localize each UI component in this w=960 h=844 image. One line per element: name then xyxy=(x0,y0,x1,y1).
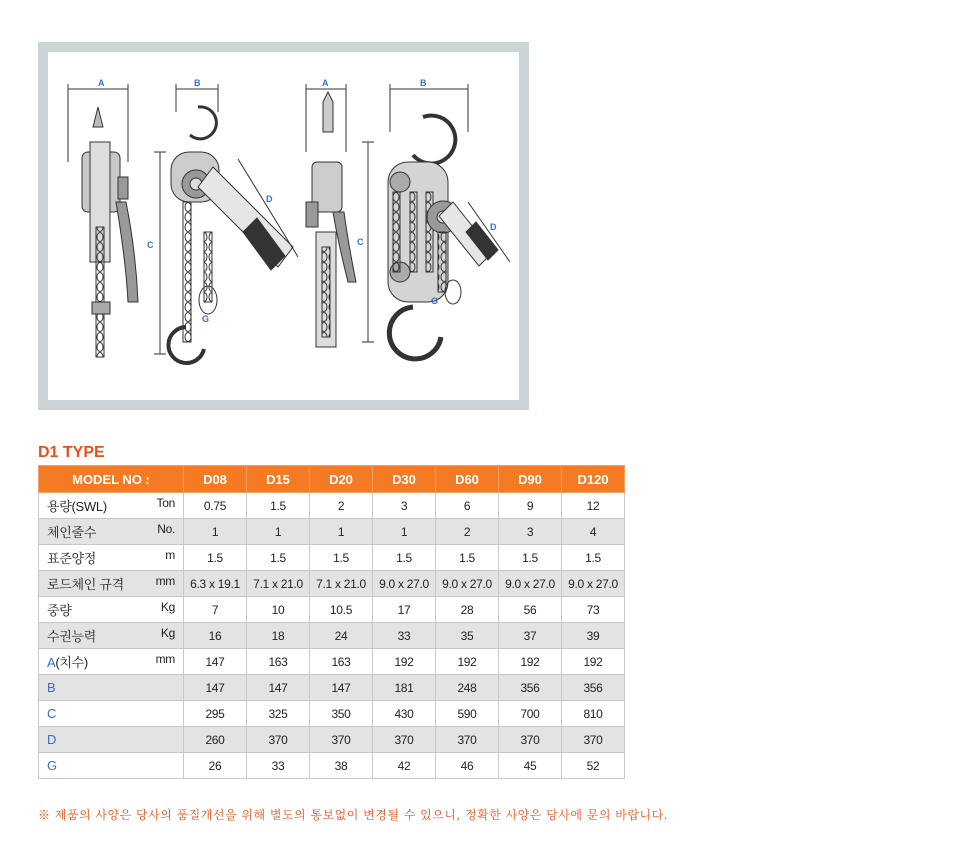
value-cell: 73 xyxy=(562,597,625,623)
value-cell: 260 xyxy=(184,727,247,753)
value-cell: 295 xyxy=(184,701,247,727)
table-row xyxy=(39,571,625,597)
value-cell: 810 xyxy=(562,701,625,727)
table-row xyxy=(39,493,625,519)
table-row xyxy=(39,701,625,727)
row-label-cell xyxy=(39,623,184,649)
value-cell: 1 xyxy=(373,519,436,545)
header-cell: D15 xyxy=(247,466,310,493)
value-cell: 181 xyxy=(373,675,436,701)
value-cell: 2 xyxy=(436,519,499,545)
row-label-cell xyxy=(39,571,184,597)
value-cell: 1 xyxy=(184,519,247,545)
row-unit: m xyxy=(165,548,175,562)
row-label: 로드체인 규격 xyxy=(47,577,124,592)
row-dim-letter: A xyxy=(47,655,56,670)
value-cell: 370 xyxy=(310,727,373,753)
row-label: 수권능력 xyxy=(47,629,97,644)
value-cell: 590 xyxy=(436,701,499,727)
row-label: (치수) xyxy=(55,655,88,670)
lever-hoist-drawing xyxy=(48,52,519,400)
value-cell: 700 xyxy=(499,701,562,727)
row-label-cell xyxy=(39,519,184,545)
value-cell: 2 xyxy=(310,493,373,519)
value-cell: 7.1 x 21.0 xyxy=(310,571,373,597)
table-header-row xyxy=(39,466,625,493)
value-cell: 370 xyxy=(247,727,310,753)
row-unit: Kg xyxy=(160,626,175,640)
header-cell: D20 xyxy=(310,466,373,493)
value-cell: 18 xyxy=(247,623,310,649)
table-row xyxy=(39,545,625,571)
value-cell: 192 xyxy=(499,649,562,675)
row-label: 체인줄수 xyxy=(47,525,97,540)
value-cell: 6.3 x 19.1 xyxy=(184,571,247,597)
value-cell: 52 xyxy=(562,753,625,779)
value-cell: 16 xyxy=(184,623,247,649)
value-cell: 350 xyxy=(310,701,373,727)
value-cell: 9.0 x 27.0 xyxy=(436,571,499,597)
value-cell: 0.75 xyxy=(184,493,247,519)
row-label-cell xyxy=(39,675,184,701)
row-label-cell xyxy=(39,493,184,519)
row-dim-letter: D xyxy=(47,732,57,747)
value-cell: 45 xyxy=(499,753,562,779)
table-row xyxy=(39,649,625,675)
value-cell: 192 xyxy=(562,649,625,675)
value-cell: 147 xyxy=(184,649,247,675)
value-cell: 370 xyxy=(373,727,436,753)
value-cell: 192 xyxy=(373,649,436,675)
value-cell: 7.1 x 21.0 xyxy=(247,571,310,597)
header-cell: MODEL NO : xyxy=(39,466,184,493)
value-cell: 430 xyxy=(373,701,436,727)
value-cell: 1.5 xyxy=(436,545,499,571)
header-cell: D30 xyxy=(373,466,436,493)
row-label-cell xyxy=(39,701,184,727)
value-cell: 1.5 xyxy=(499,545,562,571)
value-cell: 147 xyxy=(184,675,247,701)
value-cell: 192 xyxy=(436,649,499,675)
value-cell: 9.0 x 27.0 xyxy=(499,571,562,597)
value-cell: 10 xyxy=(247,597,310,623)
value-cell: 56 xyxy=(499,597,562,623)
value-cell: 1.5 xyxy=(247,493,310,519)
value-cell: 26 xyxy=(184,753,247,779)
row-label-cell xyxy=(39,545,184,571)
row-dim-letter: C xyxy=(47,706,57,721)
row-label: 표준양정 xyxy=(47,551,97,566)
value-cell: 248 xyxy=(436,675,499,701)
dim-label-d: D xyxy=(490,222,497,232)
value-cell: 1.5 xyxy=(184,545,247,571)
value-cell: 147 xyxy=(247,675,310,701)
row-label: 용량(SWL) xyxy=(47,499,107,514)
row-label: 중량 xyxy=(47,603,72,618)
header-cell: D90 xyxy=(499,466,562,493)
row-dim-letter: B xyxy=(47,680,56,695)
value-cell: 28 xyxy=(436,597,499,623)
dim-label-b: B xyxy=(420,78,427,88)
dim-label-d: D xyxy=(266,194,273,204)
value-cell: 3 xyxy=(373,493,436,519)
dim-label-g: G xyxy=(431,296,439,306)
product-drawing xyxy=(48,52,519,400)
dim-label-c: C xyxy=(147,240,154,250)
row-unit: mm xyxy=(155,652,175,666)
value-cell: 35 xyxy=(436,623,499,649)
table-row xyxy=(39,519,625,545)
row-unit: Ton xyxy=(156,496,175,510)
value-cell: 10.5 xyxy=(310,597,373,623)
value-cell: 46 xyxy=(436,753,499,779)
table-row xyxy=(39,623,625,649)
value-cell: 4 xyxy=(562,519,625,545)
value-cell: 37 xyxy=(499,623,562,649)
value-cell: 1.5 xyxy=(247,545,310,571)
value-cell: 370 xyxy=(499,727,562,753)
table-row xyxy=(39,727,625,753)
value-cell: 1.5 xyxy=(562,545,625,571)
value-cell: 370 xyxy=(436,727,499,753)
dim-label-c: C xyxy=(357,237,364,247)
disclaimer-note: ※ 제품의 사양은 당사의 품질개선을 위해 별도의 통보없이 변경될 수 있으니, 정확한 사양은 당사에 문의 바랍니다. xyxy=(38,808,668,822)
value-cell: 17 xyxy=(373,597,436,623)
row-label-cell xyxy=(39,753,184,779)
value-cell: 147 xyxy=(310,675,373,701)
row-label-cell xyxy=(39,597,184,623)
value-cell: 1 xyxy=(247,519,310,545)
value-cell: 33 xyxy=(247,753,310,779)
type-title: D1 TYPE xyxy=(38,444,105,461)
row-unit: mm xyxy=(155,574,175,588)
value-cell: 7 xyxy=(184,597,247,623)
table-row xyxy=(39,753,625,779)
value-cell: 370 xyxy=(562,727,625,753)
value-cell: 356 xyxy=(562,675,625,701)
dim-label-b: B xyxy=(194,78,201,88)
product-drawing-frame xyxy=(38,42,529,410)
value-cell: 42 xyxy=(373,753,436,779)
value-cell: 1 xyxy=(310,519,373,545)
header-cell: D120 xyxy=(562,466,625,493)
value-cell: 9 xyxy=(499,493,562,519)
value-cell: 12 xyxy=(562,493,625,519)
value-cell: 6 xyxy=(436,493,499,519)
value-cell: 3 xyxy=(499,519,562,545)
value-cell: 163 xyxy=(310,649,373,675)
table-row xyxy=(39,597,625,623)
value-cell: 39 xyxy=(562,623,625,649)
row-dim-letter: G xyxy=(47,758,57,773)
row-label-cell xyxy=(39,649,184,675)
spec-table xyxy=(38,465,625,779)
row-unit: Kg xyxy=(160,600,175,614)
value-cell: 38 xyxy=(310,753,373,779)
value-cell: 1.5 xyxy=(373,545,436,571)
value-cell: 33 xyxy=(373,623,436,649)
value-cell: 1.5 xyxy=(310,545,373,571)
dim-label-g: G xyxy=(202,314,210,324)
value-cell: 163 xyxy=(247,649,310,675)
table-row xyxy=(39,675,625,701)
header-cell: D60 xyxy=(436,466,499,493)
row-label-cell xyxy=(39,727,184,753)
dim-label-a: A xyxy=(98,78,105,88)
value-cell: 24 xyxy=(310,623,373,649)
header-cell: D08 xyxy=(184,466,247,493)
value-cell: 9.0 x 27.0 xyxy=(373,571,436,597)
value-cell: 356 xyxy=(499,675,562,701)
value-cell: 325 xyxy=(247,701,310,727)
value-cell: 9.0 x 27.0 xyxy=(562,571,625,597)
row-unit: No. xyxy=(157,522,175,536)
dim-label-a: A xyxy=(322,78,329,88)
